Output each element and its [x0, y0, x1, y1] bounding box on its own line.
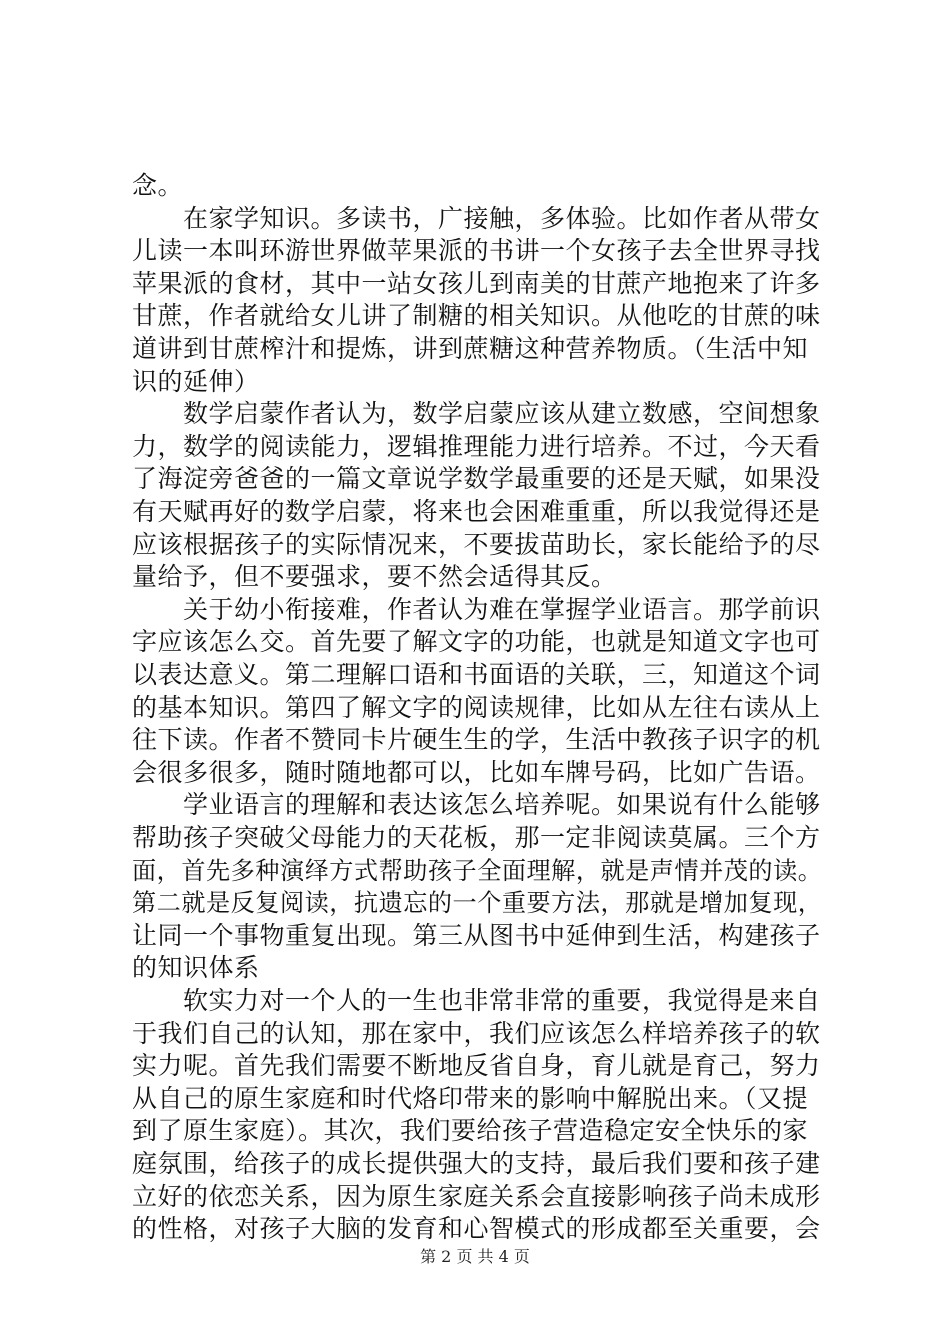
- text-line: 立好的依恋关系，因为原生家庭关系会直接影响孩子尚未成形: [132, 1182, 821, 1211]
- text-line: 会很多很多，随时随地都可以，比如车牌号码，比如广告语。: [132, 758, 821, 787]
- text-line: 儿读一本叫环游世界做苹果派的书讲一个女孩子去全世界寻找: [132, 236, 821, 265]
- text-line: 念。: [132, 171, 184, 200]
- text-line: 识的延伸）: [132, 367, 260, 396]
- text-line: 以表达意义。第二理解口语和书面语的关联，三，知道这个词: [132, 660, 821, 689]
- text-line: 的基本知识。第四了解文字的阅读规律，比如从左往右读从上: [132, 693, 821, 722]
- text-line: 帮助孩子突破父母能力的天花板，那一定非阅读莫属。三个方: [132, 823, 821, 852]
- text-line: 从自己的原生家庭和时代烙印带来的影响中解脱出来。（又提: [132, 1084, 809, 1113]
- text-line: 的性格，对孩子大脑的发育和心智模式的形成都至关重要，会: [132, 1214, 821, 1243]
- text-line: 的知识体系: [132, 953, 260, 982]
- text-line: 庭氛围，给孩子的成长提供强大的支持，最后我们要和孩子建: [132, 1149, 821, 1178]
- text-line: 到了原生家庭）。其次，我们要给孩子营造稳定安全快乐的家: [132, 1116, 809, 1145]
- text-line: 道讲到甘蔗榨汁和提炼，讲到蔗糖这种营养物质。（生活中知: [132, 334, 809, 363]
- text-line: 应该根据孩子的实际情况来，不要拔苗助长，家长能给予的尽: [132, 530, 821, 559]
- text-line: 实力呢。首先我们需要不断地反省自身，育儿就是育己，努力: [132, 1051, 821, 1080]
- text-line: 关于幼小衔接难，作者认为难在掌握学业语言。那学前识: [132, 595, 821, 624]
- text-line: 苹果派的食材，其中一站女孩儿到南美的甘蔗产地抱来了许多: [132, 269, 821, 298]
- text-line: 力，数学的阅读能力，逻辑推理能力进行培养。不过，今天看: [132, 432, 821, 461]
- text-line: 往下读。作者不赞同卡片硬生生的学，生活中教孩子识字的机: [132, 725, 821, 754]
- page-number-label: 第 2 页 共 4 页: [420, 1247, 530, 1266]
- text-line: 了海淀旁爸爸的一篇文章说学数学最重要的还是天赋，如果没: [132, 464, 821, 493]
- text-line: 面，首先多种演绎方式帮助孩子全面理解，就是声情并茂的读。: [132, 857, 823, 885]
- text-line: 字应该怎么交。首先要了解文字的功能，也就是知道文字也可: [132, 627, 821, 656]
- page-footer: [0, 1247, 950, 1267]
- text-line: 软实力对一个人的一生也非常非常的重要，我觉得是来自: [132, 986, 821, 1015]
- text-line: 甘蔗，作者就给女儿讲了制糖的相关知识。从他吃的甘蔗的味: [132, 301, 821, 330]
- text-line: 学业语言的理解和表达该怎么培养呢。如果说有什么能够: [132, 790, 821, 819]
- text-line: 第二就是反复阅读，抗遗忘的一个重要方法，那就是增加复现，: [132, 889, 823, 917]
- text-line: 数学启蒙作者认为，数学启蒙应该从建立数感，空间想象: [132, 399, 821, 428]
- text-line: 于我们自己的认知，那在家中，我们应该怎么样培养孩子的软: [132, 1019, 821, 1048]
- text-line: 有天赋再好的数学启蒙，将来也会困难重重，所以我觉得还是: [132, 497, 821, 526]
- text-line: 在家学知识。多读书，广接触，多体验。比如作者从带女: [132, 204, 821, 233]
- text-line: 量给予，但不要强求，要不然会适得其反。: [132, 562, 617, 591]
- text-line: 让同一个事物重复出现。第三从图书中延伸到生活，构建孩子: [132, 921, 821, 950]
